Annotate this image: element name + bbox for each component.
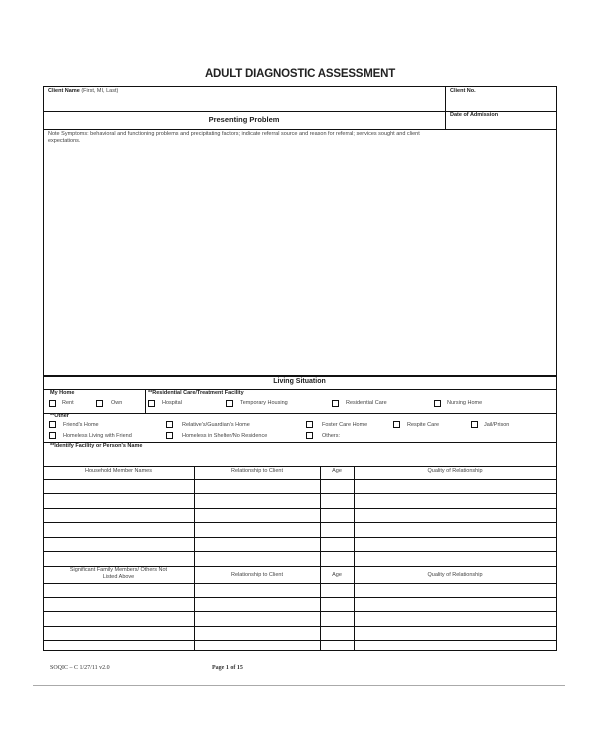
identify-facility-field[interactable]: **Identify Facility or Person's Name xyxy=(50,443,143,449)
residential-care-checkbox[interactable] xyxy=(332,400,339,407)
household-header-age: Age xyxy=(332,468,342,474)
table-row[interactable] xyxy=(43,640,556,641)
residential-label: **Residential Care/Treatment Facility xyxy=(148,390,244,396)
significant-header-age: Age xyxy=(332,572,342,578)
friends-home-label: Friend's Home xyxy=(63,422,99,428)
client-no-field[interactable]: Client No. xyxy=(450,88,476,94)
rent-checkbox[interactable] xyxy=(49,400,56,407)
date-of-admission-field[interactable]: Date of Admission xyxy=(450,112,499,118)
household-header-quality: Quality of Relationship xyxy=(427,468,483,474)
page-divider xyxy=(33,685,565,686)
respite-care-checkbox[interactable] xyxy=(393,421,400,428)
divider xyxy=(43,129,556,130)
my-home-label: My Home xyxy=(50,390,75,396)
significant-header-relationship: Relationship to Client xyxy=(231,572,283,578)
household-header-relationship: Relationship to Client xyxy=(231,468,283,474)
table-row[interactable] xyxy=(43,597,556,598)
foster-care-label: Foster Care Home xyxy=(322,422,368,428)
homeless-friend-checkbox[interactable] xyxy=(49,432,56,439)
own-label: Own xyxy=(111,400,123,406)
relatives-home-checkbox[interactable] xyxy=(166,421,173,428)
homeless-friend-label: Homeless Living with Friend xyxy=(63,433,132,439)
foster-care-checkbox[interactable] xyxy=(306,421,313,428)
table-row[interactable] xyxy=(43,479,556,480)
document-title: ADULT DIAGNOSTIC ASSESSMENT xyxy=(204,68,396,80)
jail-prison-checkbox[interactable] xyxy=(471,421,478,428)
client-name-field[interactable] xyxy=(48,88,118,94)
table-row[interactable] xyxy=(43,626,556,627)
divider xyxy=(43,375,556,377)
client-name-hint: (First, MI, Last) xyxy=(81,88,119,94)
relatives-home-label: Relative's/Guardian's Home xyxy=(182,422,250,428)
divider xyxy=(43,413,556,414)
table-row[interactable] xyxy=(43,551,556,552)
homeless-shelter-checkbox[interactable] xyxy=(166,432,173,439)
rent-label: Rent xyxy=(62,400,74,406)
significant-header-quality: Quality of Relationship xyxy=(427,572,483,578)
nursing-home-checkbox[interactable] xyxy=(434,400,441,407)
significant-header-names: Significant Family Members/ Others Not Listed Above xyxy=(69,567,168,580)
jail-prison-label: Jail/Prison xyxy=(484,422,510,428)
temporary-housing-checkbox[interactable] xyxy=(226,400,233,407)
homeless-shelter-label: Homeless in Shelter/No Residence xyxy=(182,433,268,439)
table-row[interactable] xyxy=(43,537,556,538)
own-checkbox[interactable] xyxy=(96,400,103,407)
other-label: **Other xyxy=(50,413,69,419)
divider xyxy=(145,389,146,413)
table-row[interactable] xyxy=(43,583,556,584)
divider xyxy=(43,466,556,467)
presenting-problem-textarea[interactable] xyxy=(44,146,555,375)
presenting-problem-heading: Presenting Problem xyxy=(208,115,280,124)
page-number: Page 1 of 15 xyxy=(212,665,243,671)
hospital-checkbox[interactable] xyxy=(148,400,155,407)
table-row[interactable] xyxy=(43,508,556,509)
client-name-label: Client Name xyxy=(48,88,80,94)
note-line-2: expectations. xyxy=(48,138,81,144)
living-situation-heading: Living Situation xyxy=(273,378,326,385)
divider xyxy=(445,86,446,129)
residential-care-label: Residential Care xyxy=(346,400,387,406)
others-label: Others: xyxy=(322,433,341,439)
friends-home-checkbox[interactable] xyxy=(49,421,56,428)
hospital-label: Hospital xyxy=(162,400,182,406)
divider xyxy=(43,389,556,390)
form-code: SOQIC – C 1/27/11 v2.0 xyxy=(50,665,110,671)
household-header-names: Household Member Names xyxy=(85,468,152,474)
table-row[interactable] xyxy=(43,611,556,612)
others-checkbox[interactable] xyxy=(306,432,313,439)
respite-care-label: Respite Care xyxy=(407,422,440,428)
temporary-housing-label: Temporary Housing xyxy=(240,400,288,406)
note-line-1: Note Symptoms: behavioral and functioning problems and precipitating factors; indicate referral source and reason for referral; services sought and client xyxy=(48,131,420,137)
table-row[interactable] xyxy=(43,522,556,523)
table-row[interactable] xyxy=(43,493,556,494)
nursing-home-label: Nursing Home xyxy=(447,400,483,406)
